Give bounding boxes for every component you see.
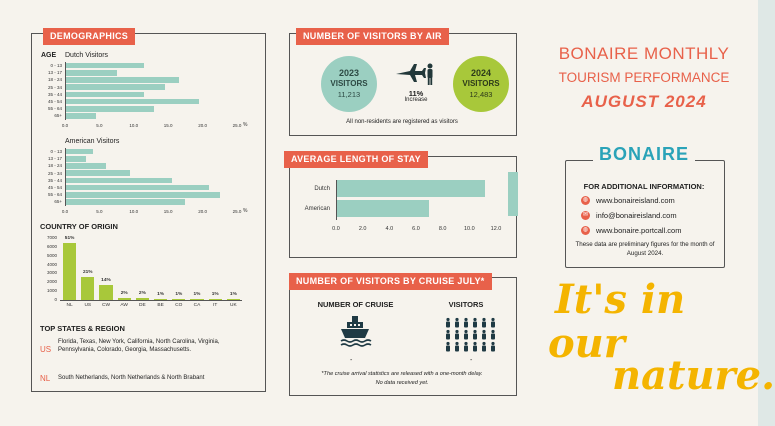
change-label: Increase: [404, 97, 428, 103]
visitors-people-icon: [444, 316, 500, 352]
country-code-label: CW: [101, 303, 110, 308]
slogan-line-2: our: [548, 320, 625, 367]
person-icon: [455, 318, 459, 328]
age-bar: [65, 77, 179, 83]
axis-line: [65, 62, 66, 120]
country-code-label: NL: [66, 303, 73, 308]
us-states: Florida, Texas, New York, California, North Carolina, Virginia, Pennsylvania, Colorado, Georgia, Massachusetts.: [58, 339, 220, 353]
info-link-text: www.bonaire.portcall.com: [596, 226, 682, 235]
x-tick-label: 5.0: [96, 208, 103, 214]
country-pct-label: 21%: [82, 269, 93, 275]
info-note: These data are preliminary figures for the month of August 2024.: [575, 241, 715, 257]
dutch-age-chart: [40, 62, 250, 134]
y-tick-label: 6000: [46, 243, 57, 249]
country-code-label: CO: [175, 303, 183, 308]
country-code-label: CA: [193, 303, 201, 308]
stay-category-label: American: [304, 206, 330, 212]
country-code-label: UK: [230, 303, 237, 308]
air-header: NUMBER OF VISITORS BY AIR: [296, 28, 449, 45]
person-icon: [455, 330, 459, 340]
age-group-label: 18 - 24: [47, 77, 62, 83]
title-line-1: BONAIRE MONTHLY: [558, 44, 730, 63]
globe-icon: ◍: [582, 227, 589, 233]
y-tick-label: 1000: [46, 288, 57, 294]
cruise-ship-icon: [338, 314, 372, 348]
age-bar: [65, 163, 106, 169]
age-group-label: 35 - 44: [47, 177, 62, 183]
x-tick-label: 4.0: [385, 226, 394, 232]
country-bar: [154, 299, 167, 300]
person-icon: [473, 330, 477, 340]
country-header: COUNTRY OF ORIGIN: [40, 222, 118, 231]
x-tick-label: 25.0: [232, 208, 242, 214]
person-icon: [482, 330, 486, 340]
age-bar: [65, 170, 130, 176]
stay-chart: [296, 180, 511, 250]
age-group-label: 65+: [54, 113, 62, 119]
age-bar: [65, 63, 144, 69]
person-icon: [491, 318, 495, 328]
stay-bar: [336, 200, 429, 217]
age-group-label: 25 - 34: [47, 84, 62, 90]
country-pct-label: 2%: [138, 290, 146, 296]
age-group-label: 0 - 13: [50, 149, 62, 154]
age-bar: [65, 92, 144, 98]
country-pct-label: 2%: [120, 290, 128, 296]
visitors-2023-value: 11,213: [337, 90, 361, 99]
x-tick-label: 20.0: [198, 208, 207, 214]
age-bar: [65, 113, 96, 119]
cruise-left-label: NUMBER OF CRUISE: [317, 300, 394, 309]
x-tick-label: 5.0: [96, 122, 103, 128]
dutch-title: Dutch Visitors: [65, 52, 109, 59]
country-bar: [172, 299, 185, 300]
age-group-label: 0 - 13: [50, 63, 62, 68]
cruise-right-label: VISITORS: [448, 300, 484, 309]
y-tick-label: 2000: [46, 279, 57, 285]
x-tick-label: 2.0: [358, 226, 367, 232]
person-icon: [473, 318, 477, 328]
country-code-label: AW: [120, 303, 128, 308]
country-pct-label: 1%: [193, 291, 201, 297]
country-code-label: DE: [139, 303, 146, 308]
person-icon: [491, 330, 495, 340]
x-tick-label: 25.0: [232, 122, 242, 128]
stay-category-label: Dutch: [314, 186, 330, 192]
age-bar: [65, 178, 172, 184]
slogan-line-3: nature.: [612, 352, 775, 399]
visitors-2023-sub: VISITORS: [330, 79, 368, 88]
country-bar: [209, 299, 222, 300]
visitors-2024-value: 12,483: [469, 90, 493, 99]
country-bar: [81, 277, 94, 300]
age-bar: [65, 185, 209, 191]
person-icon: [482, 318, 486, 328]
hotel-icon: [508, 192, 518, 216]
x-tick-label: 6.0: [412, 226, 420, 232]
axis-line: [336, 180, 337, 220]
age-group-label: 55 - 64: [47, 192, 62, 198]
country-pct-label: 1%: [175, 291, 183, 297]
change-percent: 11%: [408, 89, 424, 98]
slogan-line-1: It's in: [555, 276, 686, 323]
globe-icon: ◍: [582, 197, 589, 203]
country-bar: [227, 299, 240, 300]
x-tick-label: 15.0: [163, 122, 173, 128]
person-icon: [446, 342, 450, 352]
y-tick-label: 5000: [46, 252, 57, 258]
country-bar: [190, 299, 203, 300]
age-group-label: 45 - 54: [47, 185, 62, 190]
demographics-header: DEMOGRAPHICS: [43, 28, 135, 45]
cruise-note-2: No data received yet.: [375, 380, 429, 386]
age-bar: [65, 99, 199, 105]
age-bar: [65, 84, 165, 90]
air-note: All non-residents are registered as visitors: [346, 119, 458, 125]
country-pct-label: 1%: [229, 291, 237, 297]
y-tick-label: 0: [54, 297, 57, 302]
person-icon: [464, 318, 468, 328]
age-group-label: 13 - 17: [47, 156, 62, 162]
unit-label: %: [243, 207, 248, 214]
mail-icon: ✉: [582, 212, 589, 218]
age-bar: [65, 106, 154, 112]
cruise-header: NUMBER OF VISITORS BY CRUISE JULY*: [289, 273, 492, 290]
country-pct-label: 1%: [211, 291, 219, 297]
x-tick-label: 0.0: [332, 226, 340, 232]
x-axis-line: [60, 300, 242, 301]
country-pct-label: 1%: [157, 291, 165, 297]
person-icon: [473, 342, 477, 352]
x-tick-label: 10.0: [463, 226, 475, 232]
x-tick-label: 10.0: [129, 122, 139, 128]
stay-header: AVERAGE LENGTH OF STAY: [284, 151, 428, 168]
title-line-2: TOURISM PERFORMANCE: [558, 70, 730, 85]
title-line-3: AUGUST 2024: [581, 92, 707, 111]
y-tick-label: 7000: [46, 235, 57, 240]
x-tick-label: 10.0: [129, 208, 139, 214]
country-pct-label: 51%: [64, 236, 75, 242]
age-label: AGE: [41, 52, 57, 59]
axis-line: [65, 148, 66, 206]
cruise-note-1: *The cruise arrival statistics are released with a one-month delay.: [321, 371, 483, 377]
info-header: FOR ADDITIONAL INFORMATION:: [583, 182, 705, 191]
states-header: TOP STATES & REGION: [40, 324, 125, 333]
stay-bar: [336, 180, 485, 197]
y-tick-label: 4000: [46, 261, 57, 267]
x-tick-label: 8.0: [438, 226, 447, 232]
cruise-right-value: -: [470, 357, 473, 364]
age-group-label: 18 - 24: [47, 163, 62, 169]
american-age-chart: [40, 148, 250, 220]
country-bar: [63, 243, 76, 300]
y-tick-label: 3000: [46, 270, 57, 276]
x-tick-label: 12.0: [490, 226, 502, 232]
age-bar: [65, 156, 86, 162]
visitors-2023-year: 2023: [338, 68, 360, 78]
country-chart: [38, 232, 243, 317]
country-bar: [136, 298, 149, 300]
age-group-label: 35 - 44: [47, 91, 62, 97]
person-icon: [464, 330, 468, 340]
nl-regions: South Netherlands, North Netherlands & North Brabant: [58, 375, 205, 381]
country-code-label: US: [84, 303, 92, 308]
age-bar: [65, 199, 185, 205]
country-bar: [118, 298, 131, 300]
age-bar: [65, 149, 93, 155]
country-pct-label: 14%: [101, 277, 111, 283]
x-tick-label: 0.0: [61, 208, 69, 214]
age-bar: [65, 70, 117, 76]
x-tick-label: 15.0: [163, 208, 173, 214]
age-group-label: 45 - 54: [47, 99, 62, 104]
unit-label: %: [243, 121, 248, 128]
info-link-text: info@bonaireisland.com: [596, 211, 677, 220]
cruise-left-value: -: [350, 357, 353, 364]
person-icon: [482, 342, 486, 352]
airplane-traveler-icon: [394, 62, 436, 86]
person-icon: [491, 342, 495, 352]
nl-code: NL: [40, 374, 51, 383]
age-group-label: 25 - 34: [47, 170, 62, 176]
x-tick-label: 0.0: [61, 122, 69, 128]
age-group-label: 55 - 64: [47, 106, 62, 112]
bonaire-logo: [565, 144, 723, 165]
country-code-label: BE: [157, 303, 164, 308]
country-code-label: IT: [213, 303, 218, 308]
age-bar: [65, 192, 220, 198]
x-tick-label: 20.0: [198, 122, 207, 128]
american-title: American Visitors: [65, 138, 120, 145]
us-code: US: [40, 345, 52, 354]
person-icon: [446, 318, 450, 328]
age-group-label: 13 - 17: [47, 70, 62, 76]
bonaire-logo-text: BONAIRE: [593, 144, 695, 164]
age-group-label: 65+: [54, 199, 62, 205]
visitors-2024-sub: VISITORS: [462, 79, 500, 88]
country-bar: [99, 285, 112, 301]
person-icon: [446, 330, 450, 340]
visitors-2024-year: 2024: [470, 68, 492, 78]
info-link-text: www.bonaireisland.com: [596, 196, 675, 205]
person-icon: [464, 342, 468, 352]
person-icon: [455, 342, 459, 352]
